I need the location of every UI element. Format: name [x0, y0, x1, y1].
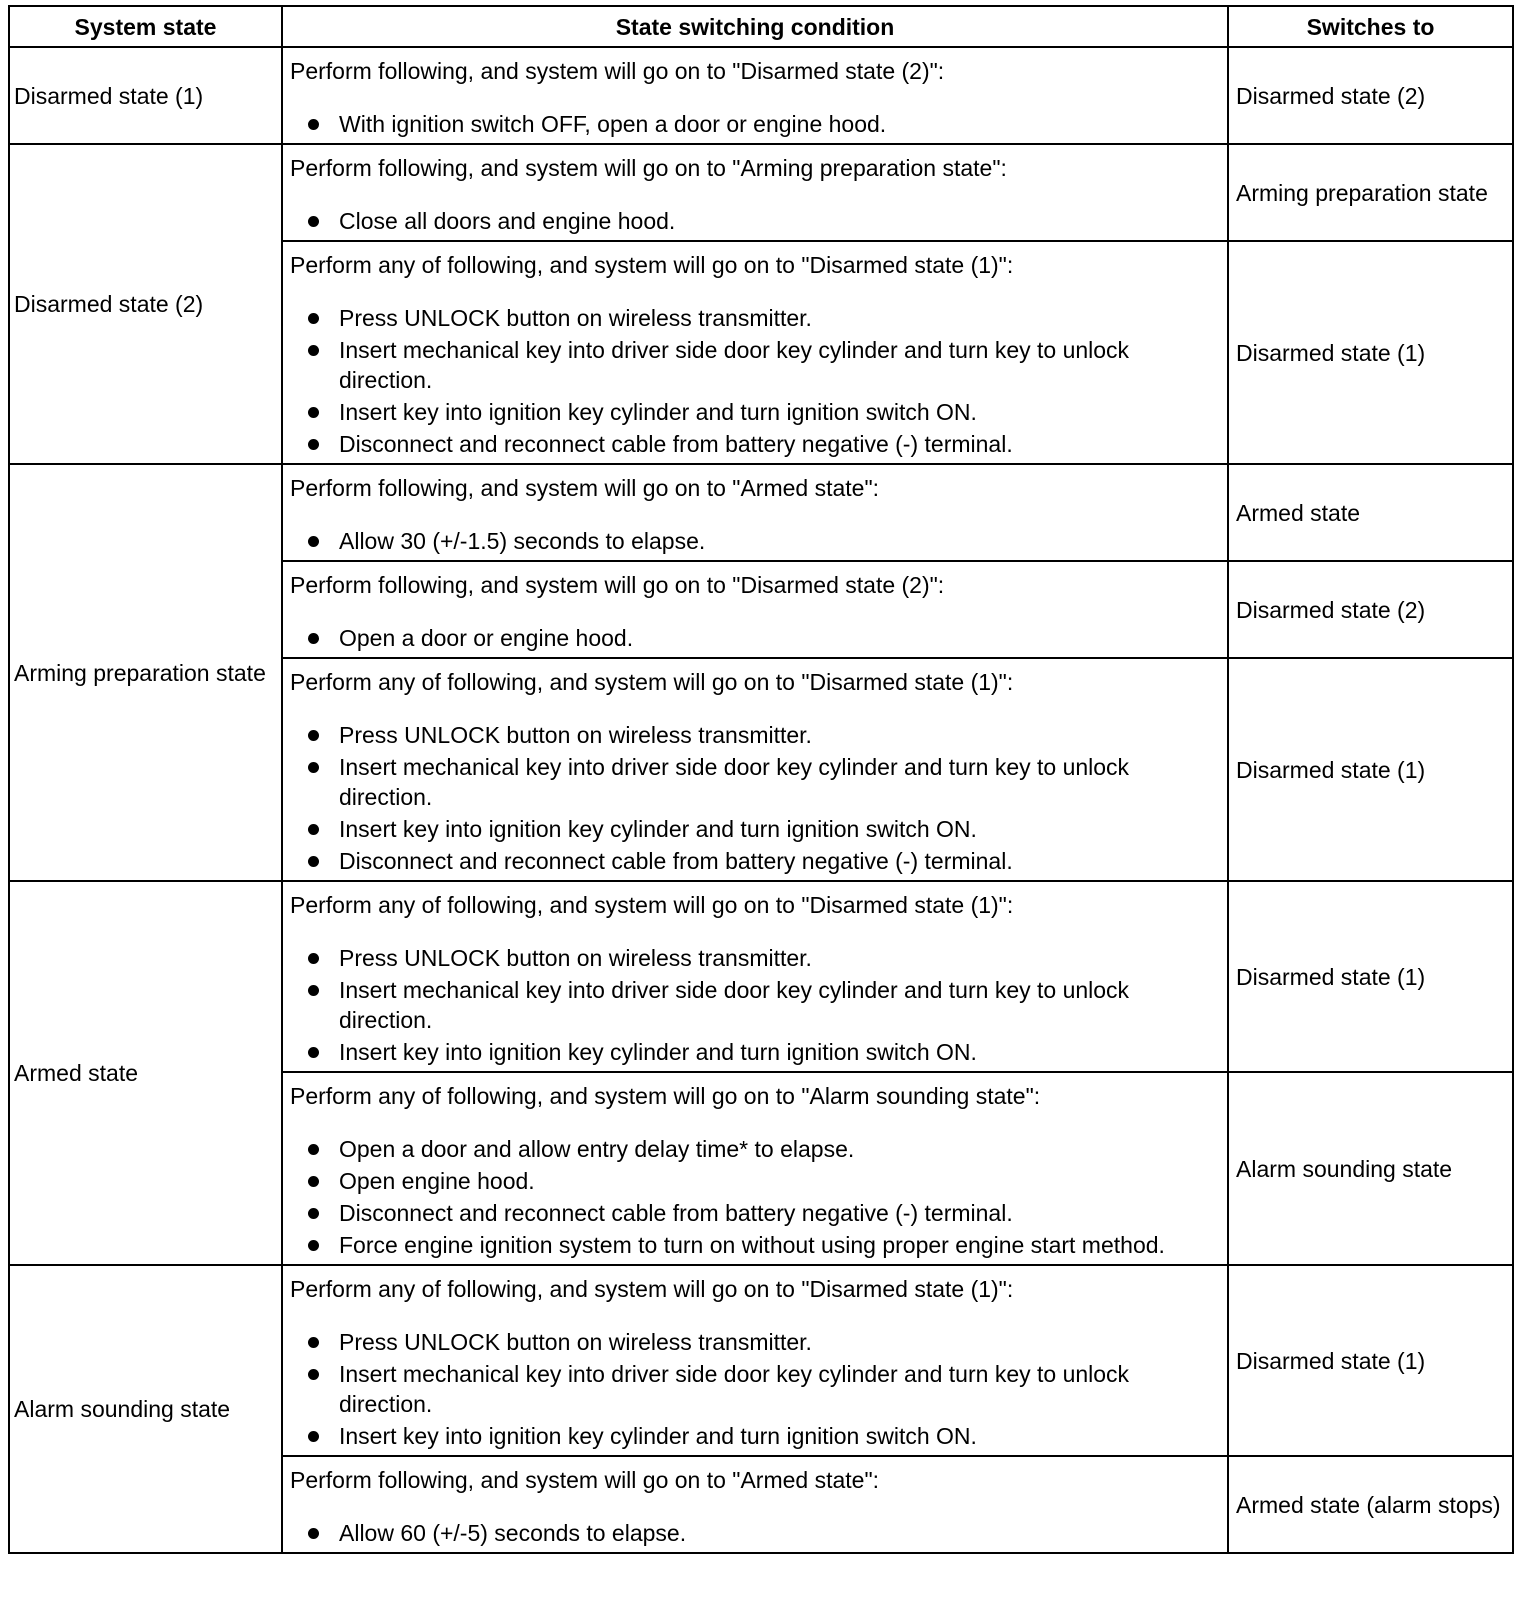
condition-bullet-item [290, 846, 1213, 876]
condition-bullet-item [290, 1134, 1213, 1164]
condition-lead-text: Perform any of following, and system will go on to "Disarmed state (1)": [290, 892, 1014, 918]
condition-cell [282, 658, 1228, 881]
bullet-text: Disconnect and reconnect cable from battery negative (-) terminal. [339, 848, 1013, 874]
bullet-text: Close all doors and engine hood. [339, 208, 676, 234]
bullet-dot-icon [308, 536, 319, 547]
condition-bullet-item [290, 526, 1213, 556]
condition-bullet-list [290, 943, 1213, 1067]
condition-lead-text: Perform following, and system will go on to "Disarmed state (2)": [290, 58, 945, 84]
table-row [9, 1265, 1513, 1456]
bullet-text: Insert mechanical key into driver side door key cylinder and turn key to unlock direction. [339, 977, 1130, 1033]
condition-lead-text: Perform following, and system will go on to "Armed state": [290, 475, 880, 501]
condition-bullet-list [290, 1134, 1213, 1260]
condition-bullet-item [290, 303, 1213, 333]
condition-bullet-list [290, 1327, 1213, 1451]
header-system-state: System state [9, 6, 282, 47]
condition-bullet-item [290, 397, 1213, 427]
bullet-text: Press UNLOCK button on wireless transmitter. [339, 1329, 812, 1355]
switches-to-cell: Arming preparation state [1228, 144, 1513, 241]
condition-bullet-item [290, 335, 1213, 395]
condition-bullet-list [290, 720, 1213, 876]
switches-to-cell: Disarmed state (1) [1228, 658, 1513, 881]
switches-to-cell: Disarmed state (1) [1228, 241, 1513, 464]
bullet-dot-icon [308, 953, 319, 964]
bullet-text: Open a door or engine hood. [339, 625, 634, 651]
bullet-dot-icon [308, 1337, 319, 1348]
switches-to-cell: Disarmed state (2) [1228, 47, 1513, 144]
condition-cell [282, 47, 1228, 144]
bullet-text: Force engine ignition system to turn on without using proper engine start method. [339, 1232, 1165, 1258]
bullet-dot-icon [308, 216, 319, 227]
bullet-dot-icon [308, 856, 319, 867]
condition-bullet-item [290, 1421, 1213, 1451]
condition-bullet-list [290, 623, 1213, 653]
condition-bullet-item [290, 1037, 1213, 1067]
bullet-dot-icon [308, 407, 319, 418]
condition-bullet-list [290, 109, 1213, 139]
table-header [9, 6, 1513, 47]
bullet-text: Open a door and allow entry delay time* to elapse. [339, 1136, 855, 1162]
header-switches-to: Switches to [1228, 6, 1513, 47]
bullet-dot-icon [308, 762, 319, 773]
bullet-text: Allow 30 (+/-1.5) seconds to elapse. [339, 528, 706, 554]
condition-cell [282, 241, 1228, 464]
condition-lead-text: Perform any of following, and system will go on to "Disarmed state (1)": [290, 1276, 1014, 1302]
condition-cell [282, 1265, 1228, 1456]
condition-cell [282, 1072, 1228, 1265]
condition-bullet-item [290, 1198, 1213, 1228]
bullet-dot-icon [308, 985, 319, 996]
table-body [9, 47, 1513, 1553]
switches-to-cell: Disarmed state (1) [1228, 1265, 1513, 1456]
bullet-dot-icon [308, 1528, 319, 1539]
bullet-dot-icon [308, 1047, 319, 1058]
condition-cell [282, 1456, 1228, 1553]
switches-to-cell: Disarmed state (2) [1228, 561, 1513, 658]
condition-bullet-item [290, 1230, 1213, 1260]
bullet-text: Disconnect and reconnect cable from battery negative (-) terminal. [339, 431, 1013, 457]
condition-bullet-list [290, 1518, 1213, 1548]
condition-bullet-item [290, 943, 1213, 973]
condition-bullet-list [290, 206, 1213, 236]
bullet-dot-icon [308, 1369, 319, 1380]
bullet-text: Insert key into ignition key cylinder and turn ignition switch ON. [339, 1423, 977, 1449]
bullet-dot-icon [308, 730, 319, 741]
bullet-text: Press UNLOCK button on wireless transmitter. [339, 945, 812, 971]
bullet-text: Insert key into ignition key cylinder and turn ignition switch ON. [339, 816, 977, 842]
condition-bullet-list [290, 303, 1213, 459]
bullet-dot-icon [308, 1431, 319, 1442]
bullet-text: Open engine hood. [339, 1168, 535, 1194]
condition-bullet-item [290, 1359, 1213, 1419]
bullet-dot-icon [308, 1176, 319, 1187]
condition-bullet-list [290, 526, 1213, 556]
condition-bullet-item [290, 975, 1213, 1035]
condition-bullet-item [290, 109, 1213, 139]
condition-bullet-item [290, 1166, 1213, 1196]
bullet-text: Insert key into ignition key cylinder and turn ignition switch ON. [339, 1039, 977, 1065]
bullet-dot-icon [308, 119, 319, 130]
header-condition: State switching condition [282, 6, 1228, 47]
bullet-text: Press UNLOCK button on wireless transmitter. [339, 305, 812, 331]
condition-lead-text: Perform any of following, and system will go on to "Alarm sounding state": [290, 1083, 1041, 1109]
condition-bullet-item [290, 623, 1213, 653]
condition-cell [282, 881, 1228, 1072]
table-row [9, 881, 1513, 1072]
condition-bullet-item [290, 814, 1213, 844]
bullet-text: With ignition switch OFF, open a door or engine hood. [339, 111, 887, 137]
bullet-dot-icon [308, 313, 319, 324]
condition-bullet-item [290, 1518, 1213, 1548]
bullet-dot-icon [308, 1240, 319, 1251]
system-state-cell: Alarm sounding state [9, 1265, 282, 1553]
state-transition-table [8, 5, 1514, 1554]
system-state-cell: Disarmed state (1) [9, 47, 282, 144]
bullet-dot-icon [308, 824, 319, 835]
switches-to-cell: Disarmed state (1) [1228, 881, 1513, 1072]
condition-bullet-item [290, 429, 1213, 459]
condition-lead-text: Perform following, and system will go on to "Armed state": [290, 1467, 880, 1493]
system-state-cell: Armed state [9, 881, 282, 1265]
switches-to-cell: Alarm sounding state [1228, 1072, 1513, 1265]
bullet-text: Insert key into ignition key cylinder and turn ignition switch ON. [339, 399, 977, 425]
bullet-dot-icon [308, 345, 319, 356]
bullet-text: Press UNLOCK button on wireless transmitter. [339, 722, 812, 748]
bullet-dot-icon [308, 633, 319, 644]
bullet-dot-icon [308, 1144, 319, 1155]
bullet-text: Insert mechanical key into driver side door key cylinder and turn key to unlock direction. [339, 337, 1130, 393]
condition-cell [282, 561, 1228, 658]
condition-cell [282, 144, 1228, 241]
bullet-text: Insert mechanical key into driver side door key cylinder and turn key to unlock direction. [339, 1361, 1130, 1417]
condition-bullet-item [290, 1327, 1213, 1357]
bullet-dot-icon [308, 1208, 319, 1219]
condition-bullet-item [290, 206, 1213, 236]
bullet-text: Disconnect and reconnect cable from battery negative (-) terminal. [339, 1200, 1013, 1226]
condition-lead-text: Perform any of following, and system will go on to "Disarmed state (1)": [290, 252, 1014, 278]
table-row [9, 464, 1513, 561]
bullet-text: Insert mechanical key into driver side door key cylinder and turn key to unlock direction. [339, 754, 1130, 810]
table-row [9, 144, 1513, 241]
system-state-cell: Disarmed state (2) [9, 144, 282, 464]
table-row [9, 47, 1513, 144]
header-row [9, 6, 1513, 47]
bullet-dot-icon [308, 439, 319, 450]
condition-bullet-item [290, 752, 1213, 812]
condition-lead-text: Perform following, and system will go on to "Disarmed state (2)": [290, 572, 945, 598]
condition-cell [282, 464, 1228, 561]
condition-lead-text: Perform following, and system will go on to "Arming preparation state": [290, 155, 1007, 181]
switches-to-cell: Armed state [1228, 464, 1513, 561]
condition-lead-text: Perform any of following, and system will go on to "Disarmed state (1)": [290, 669, 1014, 695]
condition-bullet-item [290, 720, 1213, 750]
system-state-cell: Arming preparation state [9, 464, 282, 881]
switches-to-cell: Armed state (alarm stops) [1228, 1456, 1513, 1553]
bullet-text: Allow 60 (+/-5) seconds to elapse. [339, 1520, 687, 1546]
